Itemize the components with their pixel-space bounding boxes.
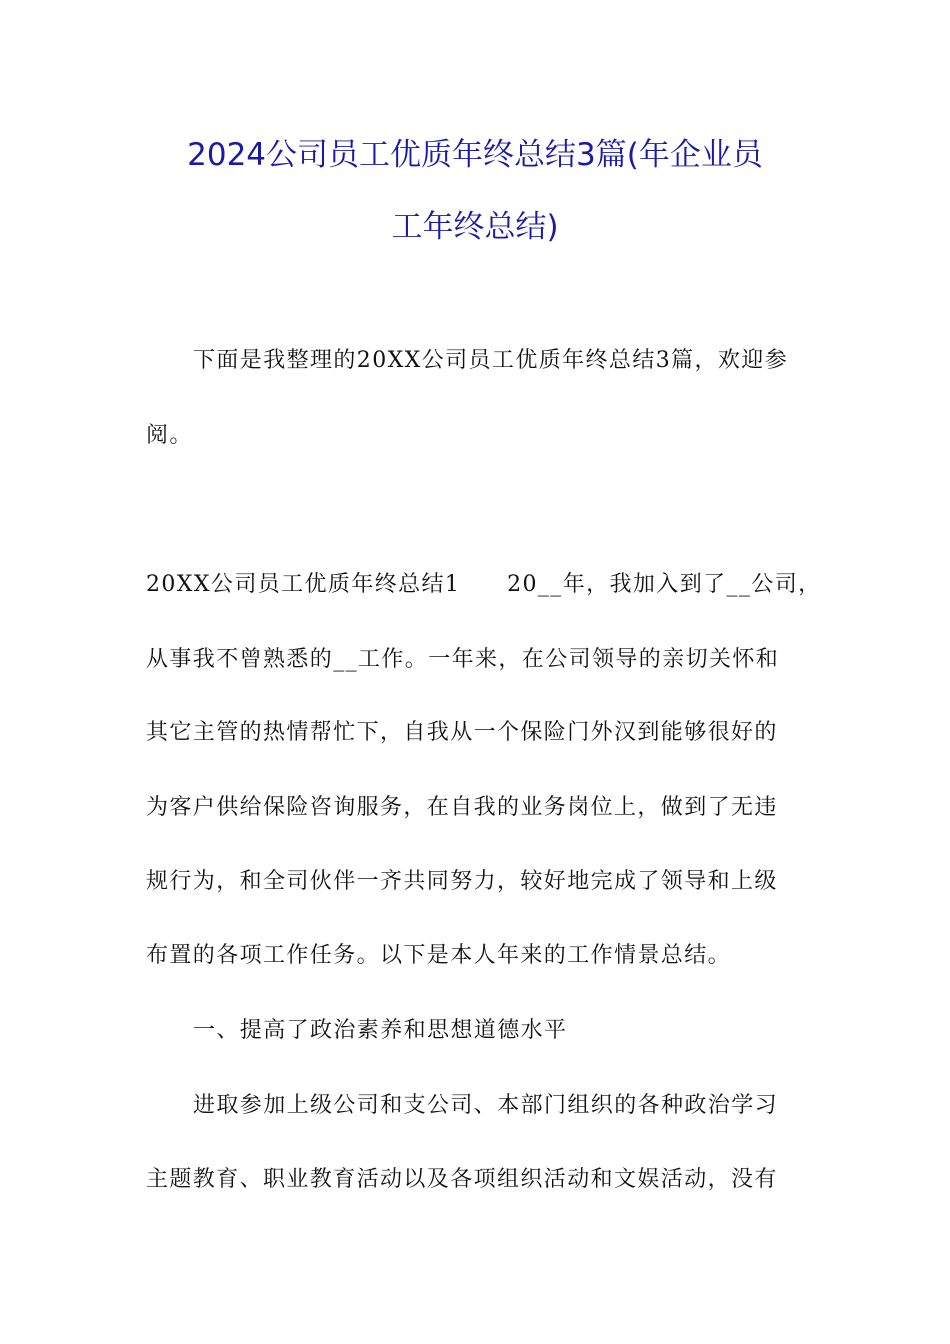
document-title-line-1: 2024公司员工优质年终总结3篇(年企业员: [187, 137, 763, 173]
body-paragraph-line-5: 规行为，和全司伙伴一齐共同努力，较好地完成了领导和上级: [146, 869, 778, 894]
body-paragraph-line-4: 为客户供给保险咨询服务，在自我的业务岗位上，做到了无违: [146, 795, 778, 820]
body-paragraph-line-3: 其它主管的热情帮忙下，自我从一个保险门外汉到能够很好的: [146, 720, 778, 745]
section-paragraph-line-1: 进取参加上级公司和支公司、本部门组织的各种政治学习: [193, 1093, 779, 1118]
body-paragraph-line-6: 布置的各项工作任务。以下是本人年来的工作情景总结。: [146, 943, 732, 968]
section-paragraph-line-2: 主题教育、职业教育活动以及各项组织活动和文娱活动，没有: [146, 1167, 778, 1192]
document-title-line-2: 工年终总结): [391, 209, 559, 245]
intro-paragraph-line-1: 下面是我整理的20XX公司员工优质年终总结3篇，欢迎参: [193, 348, 789, 373]
body-paragraph-line-2: 从事我不曾熟悉的__工作。一年来，在公司领导的亲切关怀和: [146, 647, 780, 672]
body-paragraph-line-1: 20XX公司员工优质年终总结1 20__年，我加入到了__公司，: [146, 572, 822, 597]
section-heading: 一、提高了政治素养和思想道德水平: [193, 1018, 568, 1043]
intro-paragraph-line-2: 阅。: [146, 423, 193, 448]
